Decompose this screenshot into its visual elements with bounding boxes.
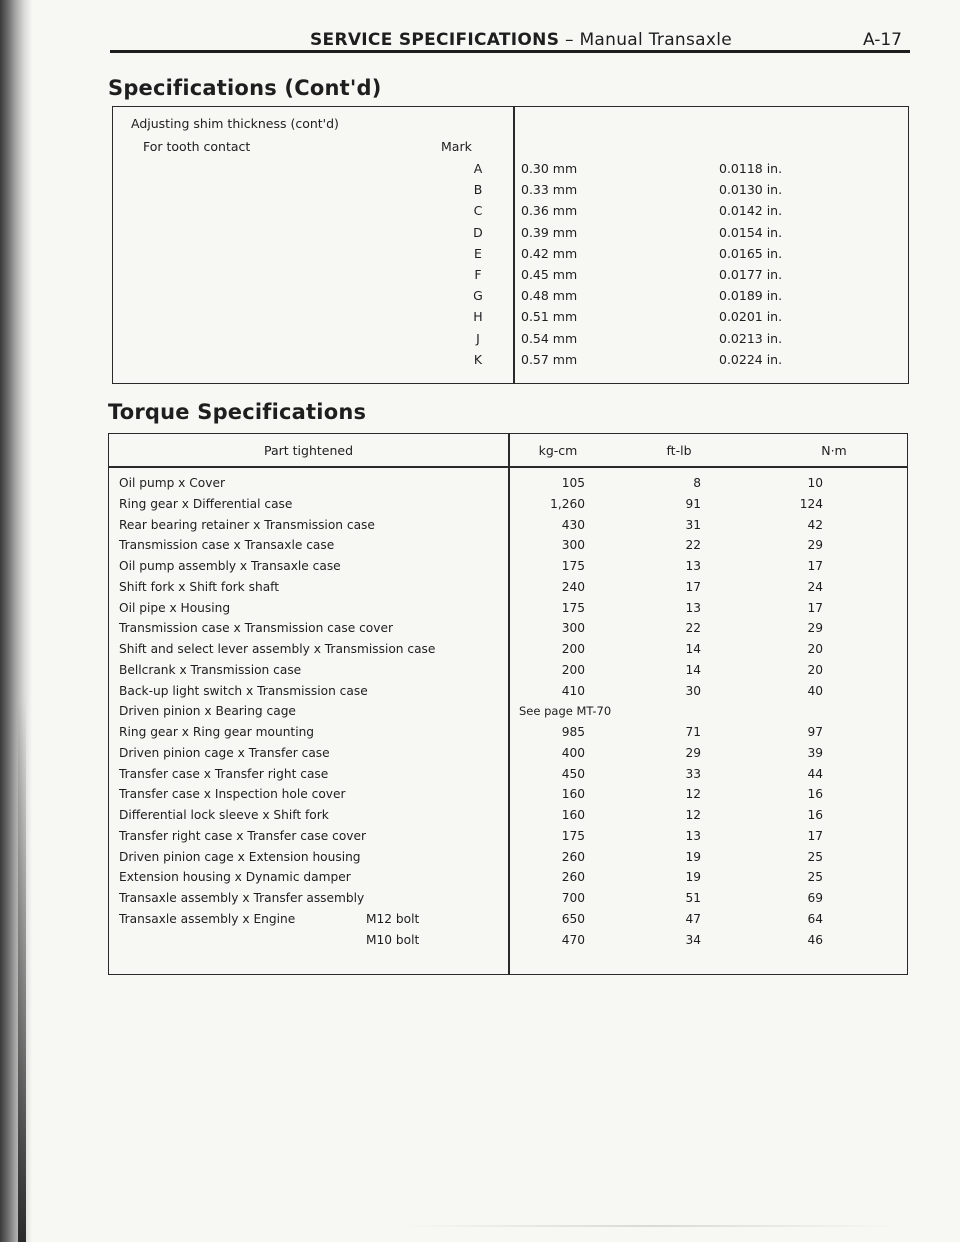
shim-inch-value: 0.0118 in.	[719, 161, 783, 176]
torque-row	[109, 891, 906, 911]
torque-row	[109, 518, 906, 538]
torque-kgcm: 175	[561, 559, 585, 573]
page-binding-mark	[18, 700, 26, 1242]
page-binding-shadow	[0, 0, 32, 1242]
part-tightened: Transaxle assembly x Transfer assembly	[119, 891, 365, 905]
torque-kgcm: 650	[561, 911, 585, 926]
torque-nm: 17	[807, 600, 823, 615]
torque-ftlb: 33	[685, 766, 701, 781]
torque-ftlb: 47	[685, 911, 701, 926]
torque-nm: 46	[807, 932, 823, 947]
part-tightened: Driven pinion cage x Transfer case	[119, 745, 330, 760]
shim-inch-value: 0.0213 in.	[719, 330, 783, 346]
shim-mark: G	[473, 288, 483, 304]
torque-kgcm: 470	[561, 932, 585, 947]
shim-row	[113, 161, 908, 182]
header-title	[310, 30, 732, 50]
torque-ftlb: 30	[685, 683, 701, 698]
shim-row	[113, 225, 908, 246]
torque-row	[109, 912, 906, 932]
torque-row	[109, 642, 906, 662]
bolt-size: M12 bolt	[366, 911, 420, 926]
part-tightened: Ring gear x Differential case	[119, 496, 293, 511]
shim-mark: K	[473, 351, 483, 367]
shim-inch-value: 0.0165 in.	[719, 245, 783, 261]
header-rule	[110, 50, 910, 53]
part-tightened: Transfer right case x Transfer case cover	[119, 828, 367, 843]
shim-inch-value: 0.0130 in.	[719, 182, 783, 198]
torque-row	[109, 787, 906, 807]
shim-mark: A	[473, 161, 483, 176]
torque-nm: 16	[807, 787, 823, 802]
torque-ftlb: 8	[693, 476, 701, 490]
shim-row	[113, 352, 908, 373]
torque-ftlb: 12	[685, 787, 701, 802]
torque-nm: 17	[807, 828, 823, 843]
part-tightened: Driven pinion x Bearing cage	[119, 704, 296, 719]
torque-kgcm: 260	[561, 870, 585, 885]
shim-mark: H	[473, 309, 483, 325]
torque-ftlb: 13	[685, 600, 701, 615]
torque-row	[109, 559, 906, 579]
torque-ftlb: 12	[685, 808, 701, 822]
torque-ftlb: 19	[685, 849, 701, 864]
part-tightened: Back-up light switch x Transmission case	[119, 683, 368, 698]
torque-row	[109, 850, 906, 870]
torque-row	[109, 580, 906, 600]
torque-row	[109, 538, 906, 558]
shim-mark: C	[473, 203, 483, 219]
shim-row	[113, 309, 908, 330]
table-header-rule	[109, 466, 907, 468]
part-tightened: Transaxle assembly x Engine	[119, 911, 296, 926]
shim-mm-value: 0.42 mm	[521, 245, 578, 261]
torque-nm: 40	[807, 683, 823, 698]
shim-inch-value: 0.0177 in.	[719, 267, 783, 282]
torque-ftlb: 22	[685, 538, 701, 553]
shim-mm-value: 0.57 mm	[521, 351, 578, 367]
shim-inch-value: 0.0224 in.	[719, 351, 783, 367]
torque-row	[109, 870, 906, 890]
torque-row	[109, 725, 906, 745]
shim-table-title: Adjusting shim thickness (cont'd)	[131, 116, 339, 131]
torque-row	[109, 601, 906, 621]
column-header-nm: N·m	[821, 443, 847, 458]
torque-ftlb: 17	[685, 579, 701, 594]
page-smudge	[400, 1225, 900, 1227]
torque-row	[109, 663, 906, 683]
torque-ftlb: 31	[685, 517, 701, 532]
torque-nm: 20	[807, 662, 823, 677]
shim-inch-value: 0.0154 in.	[719, 224, 783, 240]
torque-nm: 10	[807, 476, 823, 490]
part-tightened: Transfer case x Inspection hole cover	[119, 787, 346, 802]
torque-nm: 97	[807, 725, 823, 739]
torque-ftlb: 51	[685, 891, 701, 905]
part-tightened: Oil pump x Cover	[119, 476, 225, 490]
torque-nm: 25	[807, 849, 823, 864]
shim-mm-value: 0.33 mm	[521, 182, 578, 198]
torque-row	[109, 933, 906, 953]
page-number: A-17	[862, 30, 902, 50]
shim-inch-value: 0.0189 in.	[719, 288, 783, 304]
torque-ftlb: 13	[685, 828, 701, 843]
torque-kgcm: 200	[561, 642, 585, 656]
torque-kgcm: 700	[561, 891, 585, 905]
shim-mm-value: 0.45 mm	[521, 267, 578, 282]
shim-mark-header: Mark	[441, 139, 472, 154]
torque-kgcm: 400	[561, 745, 585, 760]
part-tightened: Oil pipe x Housing	[119, 600, 231, 615]
torque-kgcm: 410	[561, 683, 585, 698]
page-header	[110, 28, 910, 58]
specifications-heading: Specifications (Cont'd)	[108, 76, 382, 100]
shim-table-subtitle: For tooth contact	[143, 139, 251, 154]
torque-row	[109, 829, 906, 849]
header-title-bold: SERVICE SPECIFICATIONS	[310, 30, 560, 50]
torque-nm: 124	[799, 496, 823, 511]
shim-inch-value: 0.0142 in.	[719, 203, 783, 219]
part-tightened: Ring gear x Ring gear mounting	[119, 725, 315, 739]
part-tightened: Rear bearing retainer x Transmission case	[119, 517, 375, 532]
part-tightened: Driven pinion cage x Extension housing	[119, 849, 361, 864]
shim-row	[113, 203, 908, 224]
part-tightened: Shift and select lever assembly x Transmission case	[119, 642, 436, 656]
torque-nm: 39	[807, 745, 823, 760]
shim-mark: E	[474, 245, 482, 261]
torque-row	[109, 476, 906, 496]
torque-kgcm: 1,260	[550, 496, 585, 511]
shim-mm-value: 0.36 mm	[521, 203, 578, 219]
part-tightened: Extension housing x Dynamic damper	[119, 870, 351, 885]
torque-ftlb: 71	[685, 725, 701, 739]
torque-nm: 29	[807, 538, 823, 553]
shim-mm-value: 0.54 mm	[521, 330, 578, 346]
torque-specifications-table	[108, 433, 908, 975]
column-header-part: Part tightened	[263, 443, 354, 458]
shim-mark: B	[473, 182, 483, 198]
shim-thickness-table	[112, 106, 909, 384]
torque-specifications-heading: Torque Specifications	[108, 400, 367, 424]
shim-inch-value: 0.0201 in.	[719, 309, 783, 325]
torque-ftlb: 91	[685, 496, 701, 511]
torque-nm: 16	[807, 808, 823, 822]
torque-kgcm: 300	[561, 621, 585, 636]
shim-row	[113, 331, 908, 352]
part-tightened: Bellcrank x Transmission case	[119, 662, 302, 677]
shim-mm-value: 0.51 mm	[521, 309, 578, 325]
column-header-ftlb: ft-lb	[666, 443, 692, 458]
part-tightened: Transmission case x Transaxle case	[119, 538, 335, 553]
torque-kgcm: 300	[561, 538, 585, 553]
torque-row	[109, 497, 906, 517]
shim-mark: F	[474, 267, 482, 282]
column-header-kgcm: kg-cm	[538, 443, 578, 458]
torque-row	[109, 767, 906, 787]
torque-ftlb: 22	[685, 621, 701, 636]
part-tightened: Transfer case x Transfer right case	[119, 766, 329, 781]
torque-kgcm: 160	[561, 808, 585, 822]
torque-ftlb: 34	[685, 932, 701, 947]
torque-kgcm: 985	[561, 725, 585, 739]
torque-row	[109, 746, 906, 766]
torque-ftlb: 14	[685, 662, 701, 677]
part-tightened: Transmission case x Transmission case cover	[119, 621, 393, 636]
shim-mark: J	[476, 330, 480, 346]
torque-ftlb: 29	[685, 745, 701, 760]
torque-ftlb: 14	[685, 642, 701, 656]
torque-kgcm: 105	[561, 476, 585, 490]
torque-row	[109, 808, 906, 828]
torque-nm: 44	[807, 766, 823, 781]
shim-mm-value: 0.30 mm	[521, 161, 578, 176]
shim-row	[113, 288, 908, 309]
torque-kgcm: 450	[561, 766, 585, 781]
torque-ftlb: 19	[685, 870, 701, 885]
torque-nm: 24	[807, 579, 823, 594]
shim-mm-value: 0.39 mm	[521, 224, 578, 240]
part-tightened: Oil pump assembly x Transaxle case	[119, 559, 341, 573]
torque-kgcm: 160	[561, 787, 585, 802]
header-title-rest: – Manual Transaxle	[559, 30, 733, 50]
torque-kgcm: 430	[561, 517, 585, 532]
torque-nm: 17	[807, 559, 823, 573]
torque-kgcm: 240	[561, 579, 585, 594]
torque-row	[109, 684, 906, 704]
torque-kgcm: 175	[561, 828, 585, 843]
torque-nm: 25	[807, 870, 823, 885]
torque-nm: 29	[807, 621, 823, 636]
part-tightened: Shift fork x Shift fork shaft	[119, 579, 280, 594]
part-tightened: Differential lock sleeve x Shift fork	[119, 808, 329, 822]
torque-nm: 64	[807, 911, 823, 926]
shim-row	[113, 267, 908, 288]
torque-row	[109, 621, 906, 641]
torque-ftlb: 13	[685, 559, 701, 573]
torque-kgcm: 200	[561, 662, 585, 677]
torque-nm: 42	[807, 517, 823, 532]
torque-nm: 69	[807, 891, 823, 905]
torque-kgcm: See page MT-70	[519, 704, 612, 719]
shim-mark: D	[473, 224, 483, 240]
torque-kgcm: 260	[561, 849, 585, 864]
torque-row	[109, 704, 906, 724]
torque-nm: 20	[807, 642, 823, 656]
torque-kgcm: 175	[561, 600, 585, 615]
shim-row	[113, 182, 908, 203]
shim-mm-value: 0.48 mm	[521, 288, 578, 304]
bolt-size: M10 bolt	[366, 932, 420, 947]
shim-row	[113, 246, 908, 267]
